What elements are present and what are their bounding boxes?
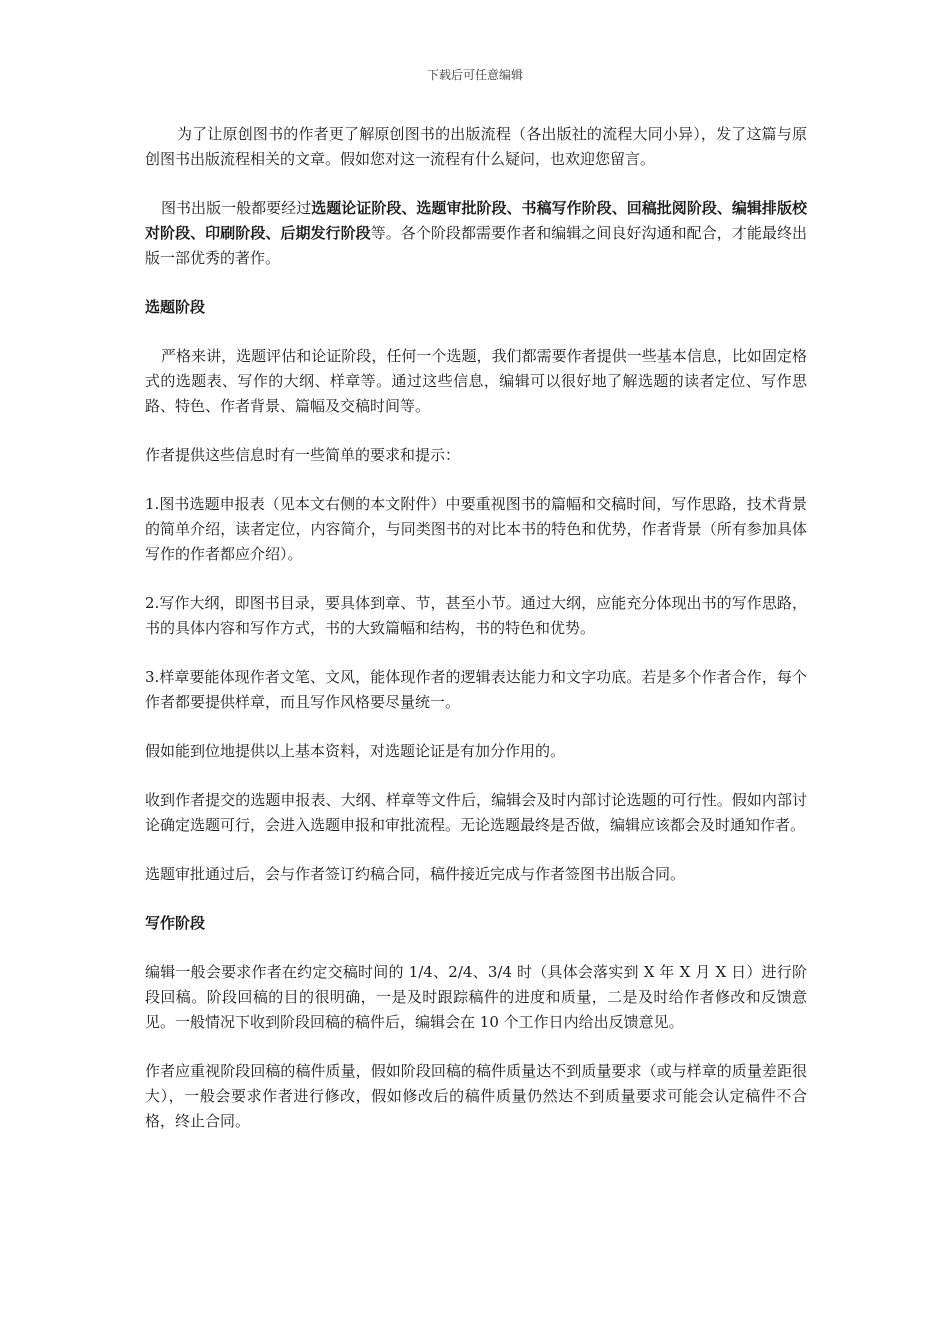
stages-lead-text: 图书出版一般都要经过 bbox=[161, 199, 312, 217]
contract-paragraph: 选题审批通过后，会与作者签订约稿合同，稿件接近完成与作者签图书出版合同。 bbox=[145, 865, 686, 883]
stages-tail-text: 等。各个阶段都需要作者和编辑之间良好沟通和配合，才能最终出版一部优秀的著作。 bbox=[145, 224, 807, 267]
page-header: 下载后可任意编辑 bbox=[426, 68, 523, 82]
stages-paragraph bbox=[145, 196, 807, 271]
intro-paragraph: 为了让原创图书的作者更了解原创图书的出版流程（各出版社的流程大同小异），发了这篇与原创图书出版流程相关的文章。假如您对这一流程有什么疑问，也欢迎您留言。 bbox=[145, 125, 807, 168]
bonus-paragraph: 假如能到位地提供以上基本资料，对选题论证是有加分作用的。 bbox=[145, 742, 566, 760]
section-heading-writing: 写作阶段 bbox=[145, 914, 206, 932]
review-paragraph: 收到作者提交的选题申报表、大纲、样章等文件后，编辑会及时内部讨论选题的可行性。假如内部讨论确定选题可行，会进入选题申报和审批流程。无论选题最终是否做，编辑应该都会及时通知作者。 bbox=[145, 791, 807, 834]
section-heading-selection: 选题阶段 bbox=[145, 298, 206, 316]
requirement-item-2: 2.写作大纲，即图书目录，要具体到章、节，甚至小节。通过大纲，应能充分体现出书的写作思路，书的具体内容和写作方式，书的大致篇幅和结构，书的特色和优势。 bbox=[145, 594, 807, 637]
writing-paragraph-1: 编辑一般会要求作者在约定交稿时间的 1/4、2/4、3/4 时（具体会落实到 X 年 X 月 X 日）进行阶段回稿。阶段回稿的目的很明确，一是及时跟踪稿件的进度和质量，二是及时给作者修改和反馈意见。一般情况下收到阶段回稿的稿件后，编辑会在 10 个工作日内给出反馈意见。 bbox=[145, 963, 807, 1031]
requirement-item-3: 3.样章要能体现作者文笔、文风，能体现作者的逻辑表达能力和文字功底。若是多个作者合作，每个作者都要提供样章，而且写作风格要尽量统一。 bbox=[145, 668, 807, 711]
document-body bbox=[145, 122, 807, 1158]
stages-bold-list: 选题论证阶段、选题审批阶段、书稿写作阶段、回稿批阅阶段、编辑排版校对阶段、印刷阶段、后期发行阶段 bbox=[145, 199, 807, 242]
writing-paragraph-2: 作者应重视阶段回稿的稿件质量，假如阶段回稿的稿件质量达不到质量要求（或与样章的质量差距很大），一般会要求作者进行修改，假如修改后的稿件质量仍然达不到质量要求可能会认定稿件不合格，终止合同。 bbox=[145, 1062, 807, 1130]
requirements-intro: 作者提供这些信息时有一些简单的要求和提示： bbox=[145, 446, 461, 464]
requirement-item-1: 1.图书选题申报表（见本文右侧的本文附件）中要重视图书的篇幅和交稿时间，写作思路，技术背景的简单介绍，读者定位，内容简介，与同类图书的对比本书的特色和优势，作者背景（所有参加具体写作的作者都应介绍）。 bbox=[145, 495, 807, 563]
selection-paragraph: 严格来讲，选题评估和论证阶段，任何一个选题，我们都需要作者提供一些基本信息，比如固定格式的选题表、写作的大纲、样章等。通过这些信息，编辑可以很好地了解选题的读者定位、写作思路、特色、作者背景、篇幅及交稿时间等。 bbox=[145, 347, 807, 415]
